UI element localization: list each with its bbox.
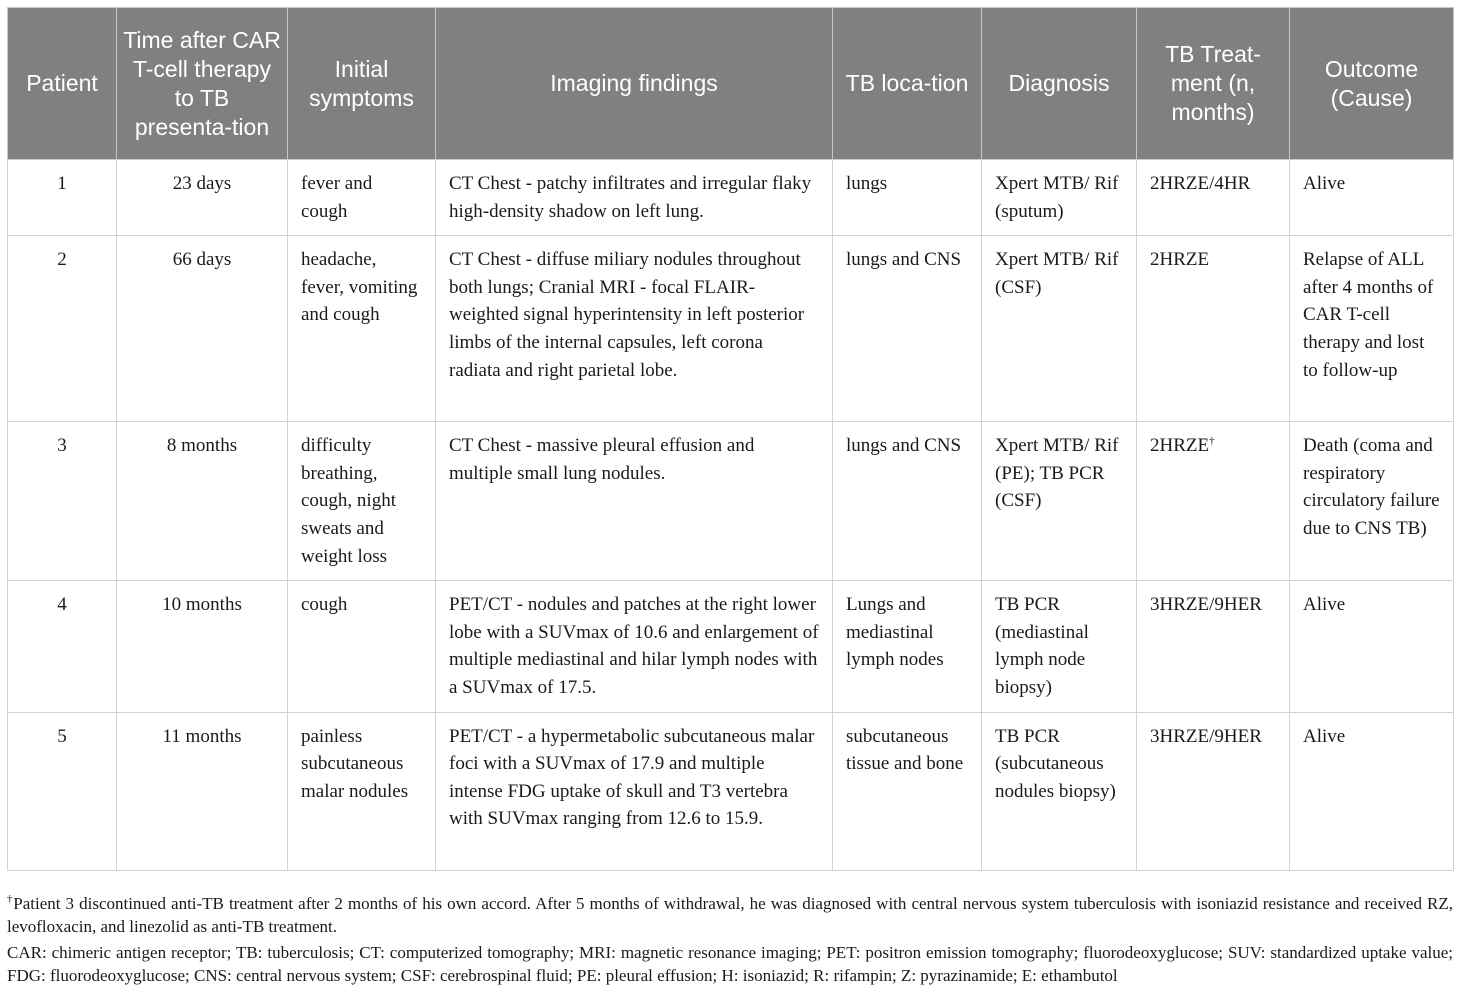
treatment-text: 2HRZE/4HR xyxy=(1150,173,1251,194)
cell-symptoms: headache, fever, vomiting and cough xyxy=(288,236,436,422)
cell-diagnosis: Xpert MTB/ Rif (CSF) xyxy=(982,236,1137,422)
table-row xyxy=(8,422,1454,581)
dagger-footnote-text: Patient 3 discontinued anti-TB treatment after 2 months of his own accord. After 5 months of withdrawal, he was diagnosed with central nervous system tuberculosis with isoniazid resistance and received RZ, levofloxacin, and linezolid as anti-TB treatment. xyxy=(7,894,1453,936)
cell-patient: 4 xyxy=(8,581,117,712)
dagger-mark: † xyxy=(7,893,14,905)
cell-treatment xyxy=(1137,712,1290,870)
cell-patient: 5 xyxy=(8,712,117,870)
cell-imaging: PET/CT - nodules and patches at the right lower lobe with a SUVmax of 10.6 and enlargement of multiple mediastinal and hilar lymph nodes with a SUVmax of 17.5. xyxy=(436,581,833,712)
cell-symptoms: fever and cough xyxy=(288,160,436,236)
abbreviations-footnote: CAR: chimeric antigen receptor; TB: tuberculosis; CT: computerized tomography; MRI: magnetic resonance imaging; PET: positron emission tomography; fluorodeoxyglucose; SUV: standardized uptake value; FDG: fluorodeoxyglucose; CNS: central nervous system; CSF: cerebrospinal fluid; PE: pleural effusion; H: isoniazid; R: rifampin; Z: pyrazinamide; E: ethambutol xyxy=(7,943,1453,985)
treatment-text: 3HRZE/9HER xyxy=(1150,725,1262,747)
cell-treatment xyxy=(1137,160,1290,236)
table-row xyxy=(8,236,1454,422)
cell-location: Lungs and mediastinal lymph nodes xyxy=(833,581,982,712)
cell-symptoms: cough xyxy=(288,581,436,712)
cell-time: 8 months xyxy=(117,422,288,581)
header-symptoms: Initial symptoms xyxy=(288,8,436,160)
cell-diagnosis: TB PCR (subcutaneous nodules biopsy) xyxy=(982,712,1137,870)
cell-imaging: CT Chest - massive pleural effusion and multiple small lung nodules. xyxy=(436,422,833,581)
cell-location: lungs xyxy=(833,160,982,236)
treatment-footnote-mark: † xyxy=(1209,435,1215,448)
cell-outcome: Alive xyxy=(1290,581,1454,712)
table-container xyxy=(7,7,1453,871)
header-diagnosis: Diagnosis xyxy=(982,8,1137,160)
cell-diagnosis: TB PCR (mediastinal lymph node biopsy) xyxy=(982,581,1137,712)
cell-symptoms: difficulty breathing, cough, night sweats and weight loss xyxy=(288,422,436,581)
cell-imaging: CT Chest - patchy infiltrates and irregular flaky high-density shadow on left lung. xyxy=(436,160,833,236)
cell-treatment xyxy=(1137,236,1290,422)
cell-outcome: Alive xyxy=(1290,712,1454,870)
cell-patient: 1 xyxy=(8,160,117,236)
cell-outcome: Death (coma and respiratory circulatory failure due to CNS TB) xyxy=(1290,422,1454,581)
treatment-text: 2HRZE xyxy=(1150,249,1210,271)
cell-time: 23 days xyxy=(117,160,288,236)
cell-time: 66 days xyxy=(117,236,288,422)
table-row xyxy=(8,581,1454,712)
cell-imaging: PET/CT - a hypermetabolic subcutaneous malar foci with a SUVmax of 17.9 and multiple intense FDG uptake of skull and T3 vertebra with SUVmax ranging from 12.6 to 15.9. xyxy=(436,712,833,870)
cell-patient: 3 xyxy=(8,422,117,581)
cell-location: lungs and CNS xyxy=(833,422,982,581)
cell-patient: 2 xyxy=(8,236,117,422)
table-row xyxy=(8,712,1454,870)
header-row xyxy=(8,8,1454,160)
cell-outcome: Relapse of ALL after 4 months of CAR T-cell therapy and lost to follow-up xyxy=(1290,236,1454,422)
treatment-text: 3HRZE/9HER xyxy=(1150,594,1262,616)
cell-outcome: Alive xyxy=(1290,160,1454,236)
treatment-text: 2HRZE xyxy=(1150,435,1210,457)
table-row xyxy=(8,160,1454,236)
cell-time: 10 months xyxy=(117,581,288,712)
header-outcome: Outcome (Cause) xyxy=(1290,8,1454,160)
cell-treatment xyxy=(1137,422,1290,581)
tb-cases-table xyxy=(7,7,1454,871)
cell-treatment xyxy=(1137,581,1290,712)
header-time: Time after CAR T-cell therapy to TB presenta-tion xyxy=(117,8,288,160)
header-patient: Patient xyxy=(8,8,117,160)
cell-imaging: CT Chest - diffuse miliary nodules throughout both lungs; Cranial MRI - focal FLAIR-weighted signal hyperintensity in left posterior limbs of the internal capsules, left corona radiata and right parietal lobe. xyxy=(436,236,833,422)
cell-location: subcutaneous tissue and bone xyxy=(833,712,982,870)
dagger-footnote xyxy=(7,892,1453,938)
header-location: TB loca-tion xyxy=(833,8,982,160)
header-treatment: TB Treat-ment (n, months) xyxy=(1137,8,1290,160)
cell-diagnosis: Xpert MTB/ Rif (sputum) xyxy=(982,160,1137,236)
cell-time: 11 months xyxy=(117,712,288,870)
table-footnotes xyxy=(7,892,1453,990)
cell-location: lungs and CNS xyxy=(833,236,982,422)
cell-diagnosis: Xpert MTB/ Rif (PE); TB PCR (CSF) xyxy=(982,422,1137,581)
header-imaging: Imaging findings xyxy=(436,8,833,160)
cell-symptoms: painless subcutaneous malar nodules xyxy=(288,712,436,870)
